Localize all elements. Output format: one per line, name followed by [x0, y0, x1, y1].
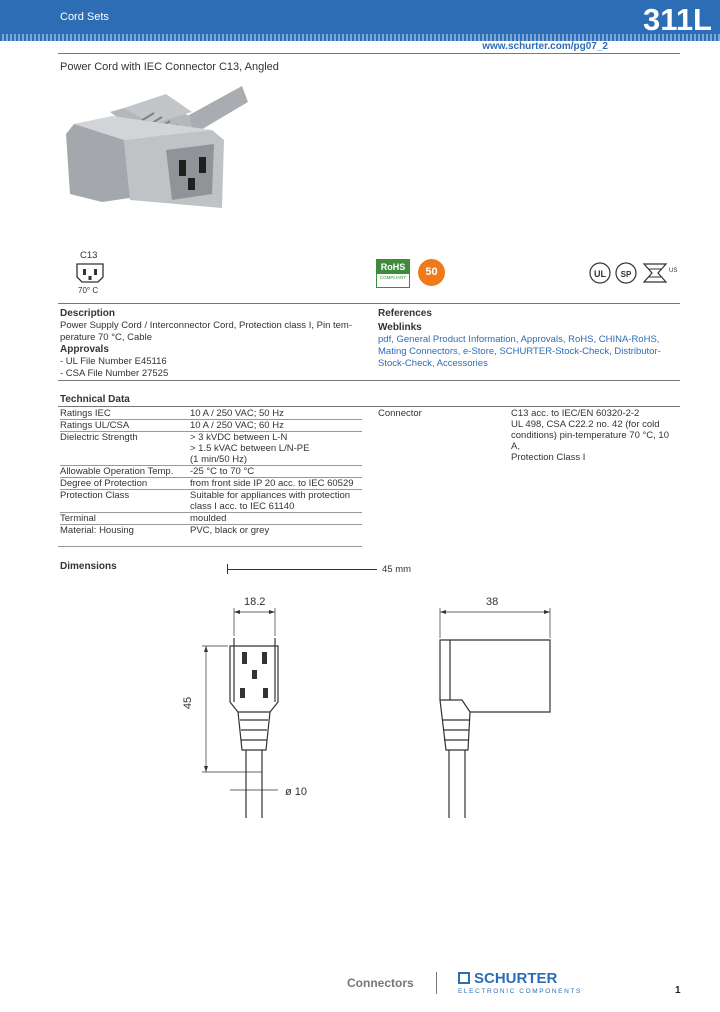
page-number: 1: [675, 985, 681, 996]
weblink-line[interactable]: pdf, General Product Information, Approvals, RoHS, CHINA-RoHS,: [378, 334, 660, 345]
technical-data-heading: Technical Data: [60, 394, 130, 405]
front-width-label: 18.2: [244, 596, 266, 608]
cable-diameter-label: ø 10: [285, 786, 308, 798]
divider: [58, 380, 680, 381]
table-row: [60, 432, 362, 466]
row-label: Dielectric Strength: [60, 432, 190, 466]
weblinks-heading: Weblinks: [378, 322, 422, 333]
footer-section: Connectors: [347, 976, 414, 990]
footer-divider: [436, 972, 437, 994]
row-value: -25 °C to 70 °C: [190, 466, 362, 478]
product-photo: [62, 82, 252, 212]
connector-table: [378, 408, 680, 463]
approval-item: - UL File Number E45116: [60, 356, 167, 367]
model-number: 311L: [643, 2, 712, 37]
front-height-label: 45: [182, 696, 195, 710]
row-label: Material: Housing: [60, 525, 190, 537]
rohs-sub: COMPLIANT: [379, 275, 407, 280]
rohs-text: RoHS: [377, 260, 409, 274]
value-line: C13 acc. to IEC/EN 60320-2-2: [511, 408, 640, 419]
csa-mark-icon: [614, 260, 638, 286]
product-url-link[interactable]: www.schurter.com/pg07_2: [482, 41, 608, 52]
weblink-line[interactable]: Mating Connectors, e-Store, SCHURTER-Stock-Check, Distributor-: [378, 346, 661, 357]
description-line: Power Supply Cord / Interconnector Cord, Protection class I, Pin tem-: [60, 320, 352, 331]
description-heading: Description: [60, 308, 116, 319]
scale-bar: [227, 569, 377, 570]
schurter-logo-icon: [458, 972, 470, 984]
c13-outlet-symbol: [74, 262, 106, 284]
table-row: [60, 420, 362, 432]
enec-mark-icon: [640, 260, 670, 286]
table-row: [60, 466, 362, 478]
divider: [58, 53, 680, 54]
approvals-heading: Approvals: [60, 344, 109, 355]
ul-listed-icon: [588, 260, 612, 286]
page-subtitle: Power Cord with IEC Connector C13, Angled: [60, 61, 279, 73]
row-value: [190, 490, 362, 513]
header-stripe: [0, 34, 720, 41]
value-line: (1 min/50 Hz): [190, 454, 248, 465]
row-label: Terminal: [60, 513, 190, 525]
svg-text:SP: SP: [620, 270, 632, 279]
table-row: [378, 408, 680, 463]
table-row: [60, 525, 362, 537]
value-line: class I acc. to IEC 61140: [190, 501, 295, 512]
row-label: Ratings UL/CSA: [60, 420, 190, 432]
side-width-label: 38: [486, 596, 499, 608]
table-row: [60, 513, 362, 525]
years-badge: 50: [418, 259, 445, 286]
svg-text:UL: UL: [594, 269, 606, 279]
row-value: moulded: [190, 513, 362, 525]
description-line: perature 70 °C, Cable: [60, 332, 152, 343]
row-label: Protection Class: [60, 490, 190, 513]
row-value: 10 A / 250 VAC; 50 Hz: [190, 408, 284, 419]
row-value: from front side IP 20 acc. to IEC 60529: [190, 478, 362, 490]
value-line: UL 498, CSA C22.2 no. 42 (for cold: [511, 419, 660, 430]
row-value: 10 A / 250 VAC; 60 Hz: [190, 420, 362, 432]
temperature-label: 70° C: [78, 286, 99, 295]
value-line: Suitable for appliances with protection: [190, 490, 351, 501]
divider: [58, 546, 362, 547]
connector-type-label: C13: [80, 250, 98, 261]
row-value: PVC, black or grey: [190, 525, 362, 537]
row-value: [511, 408, 680, 463]
row-label: Allowable Operation Temp.: [60, 466, 190, 478]
rohs-badge: [376, 259, 410, 288]
value-line: Protection Class I: [511, 452, 586, 463]
description-section: [60, 308, 360, 380]
dimensions-heading: Dimensions: [60, 561, 117, 572]
weblink-line[interactable]: Stock-Check, Accessories: [378, 358, 488, 369]
brand-name: SCHURTER: [474, 970, 558, 987]
references-section: [378, 308, 678, 370]
dimension-drawing: [170, 590, 690, 850]
references-heading: References: [378, 308, 432, 319]
table-row: [60, 478, 362, 490]
cert-suffix: US: [669, 268, 678, 274]
row-label: Degree of Protection: [60, 478, 190, 490]
value-line: > 1.5 kVAC between L/N-PE: [190, 443, 310, 454]
value-line: > 3 kVDC between L-N: [190, 432, 288, 443]
category-title: Cord Sets: [60, 11, 109, 23]
row-value: [190, 432, 362, 466]
divider: [58, 303, 680, 304]
table-row: [60, 490, 362, 513]
table-row: [60, 408, 362, 420]
scale-label: 45 mm: [382, 564, 412, 575]
approval-item: - CSA File Number 27525: [60, 368, 169, 379]
row-label: Ratings IEC: [60, 408, 111, 419]
value-line: conditions) pin-temperature 70 °C, 10 A,: [511, 430, 669, 452]
brand-tagline: ELECTRONIC COMPONENTS: [458, 988, 582, 995]
divider: [58, 406, 680, 407]
technical-table: [60, 408, 362, 536]
row-label: Connector: [378, 408, 422, 419]
